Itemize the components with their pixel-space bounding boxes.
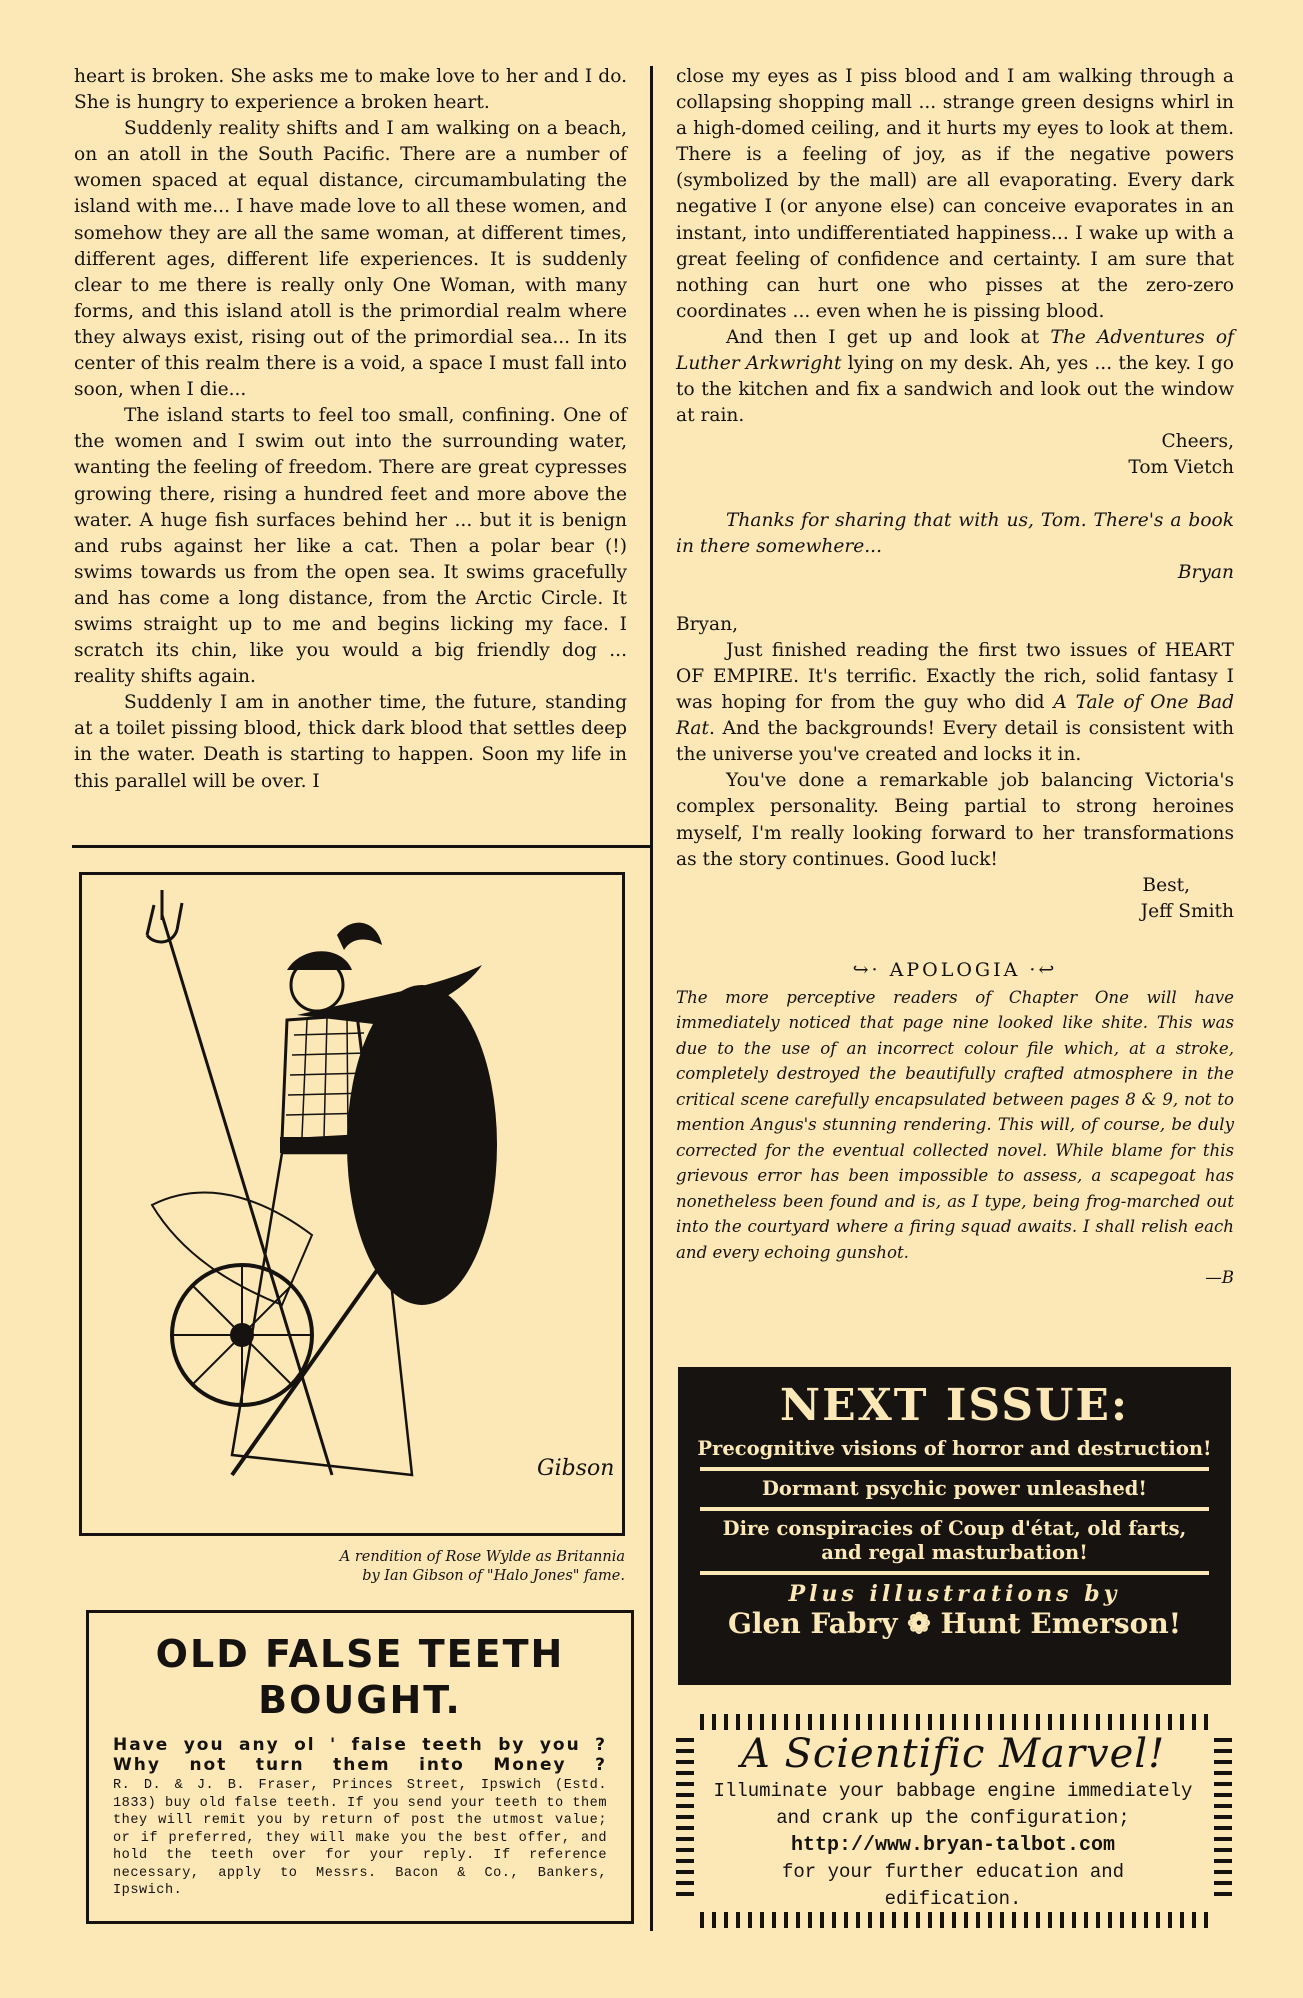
letter-salutation: Bryan, [676, 613, 739, 635]
text-run: Just finished reading the first two issues of HEART OF EMPIRE. It's terrific. Exactly the rich, solid fantasy I was hoping for from the guy who did [676, 639, 1234, 714]
advert-title-line: BOUGHT. [258, 1678, 462, 1722]
advert-title [113, 1631, 607, 1723]
next-issue-line: and regal masturbation! [821, 1541, 1088, 1564]
britannia-drawing [82, 875, 622, 1533]
text-run: And then I get up and look at [726, 326, 1051, 348]
next-issue-line: Dormant psychic power unleashed! [762, 1477, 1147, 1500]
caption-line: by Ian Gibson of "Halo Jones" fame. [362, 1568, 625, 1584]
apologia-heading [676, 959, 1234, 981]
next-issue-line: Dire conspiracies of Coup d'état, old farts, [722, 1517, 1187, 1540]
advert-body: R. D. & J. B. Fraser, Princes Street, Ipswich (Estd. 1833) buy old false teeth. If you send your teeth to them they will remit you by return of post the utmost value; or if preferred, they will make you the best offer, and hold the teeth over for your reply. If reference necessary, apply to Messrs. Bacon & Co., Bankers, Ipswich. [113, 1778, 607, 1898]
letter-paragraph: Suddenly I am in another time, the future, standing at a toilet pissing blood, thick dark blood that settles deep in the water. Death is starting to happen. Soon my life in this parallel will be over. I [74, 692, 627, 792]
advert-question: Why not turn them into Money ? [113, 1755, 607, 1775]
marvel-line: Illuminate your babbage engine immediately [713, 1780, 1193, 1802]
next-issue-rule [700, 1507, 1209, 1511]
helmet [287, 951, 352, 970]
section-divider [72, 845, 652, 848]
letter-signature: Jeff Smith [1140, 900, 1234, 922]
wheel-spokes [172, 1265, 312, 1405]
trident-head [147, 890, 182, 942]
editor-signature: Bryan [1177, 561, 1234, 583]
letter-closing: Cheers, [1161, 431, 1234, 453]
next-issue-title: NEXT ISSUE: [779, 1380, 1130, 1431]
advert-question: Have you any ol ' false teeth by you ? [113, 1735, 607, 1755]
apologia-body: The more perceptive readers of Chapter One will have immediately noticed that page nine looked like shite. This was due to the use of an incorrect colour file which, at a stroke, completely destroyed the beautifully crafted atmosphere in the critical scene carefully encapsulated between pages 8 & 9, not to mention Angus's stunning rendering. This will, of course, be duly corrected for the eventual collected novel. While blame for this grievous error has been impossible to assess, a scapegoat has nonetheless been found and is, as I type, being frog-marched out into the courtyard where a firing squad awaits. I shall relish each and every echoing gunshot. [676, 987, 1234, 1262]
editor-reply: Thanks for sharing that with us, Tom. There's a book in there somewhere... [676, 509, 1234, 557]
flourish-right-icon: ·↩ [1029, 958, 1058, 981]
letter-paragraph [676, 325, 1234, 429]
britannia-illustration [79, 872, 625, 1536]
ampersand-knot-icon: ❁ [907, 1607, 931, 1640]
text-run: . And the backgrounds! Every detail is consistent with the universe you've created and locks it in. [676, 718, 1234, 766]
letter-left-column [74, 64, 627, 795]
artist-name: Hunt Emerson! [940, 1607, 1181, 1640]
next-issue-rule [700, 1571, 1209, 1575]
letter-paragraph: The island starts to feel too small, confining. One of the women and I swim out into the surrounding water, wanting the feeling of freedom. There are great cypresses growing there, rising a hundred feet and more above the water. A huge fish surfaces behind her ... but it is benign and rubs against her like a cat. Then a polar bear (!) swims towards us from the open sea. It swims gracefully and has come a long distance, from the Arctic Circle. It swims straight up to me and begins licking my face. I scratch its chin, like you would a big friendly dog ... reality shifts again. [74, 405, 627, 688]
letter-paragraph: close my eyes as I piss blood and I am walking through a collapsing shopping mall ... strange green designs whirl in a high-domed ceiling, and it hurts my eyes to look at them. There is a feeling of joy, as if the negative powers (symbolized by the mall) are all evaporating. Every dark negative I (or anyone else) can conceive evaporates in an instant, into undifferentiated happiness... I wake up with a great feeling of confidence and certainty. I am sure that nothing can hurt one who pisses at the zero-zero coordinates ... even when he is pissing blood. [676, 66, 1234, 322]
trident-shaft [162, 915, 332, 1475]
letter-paragraph: Suddenly reality shifts and I am walking on a beach, on an atoll in the South Pacific. There are a number of women spaced at equal distance, circumambulating the island with me... I have made love to all these women, and somehow they are all the same woman, at different times, different ages, different life experiences. It is suddenly clear to me there is really only One Woman, with many forms, and this island atoll is the primordial realm where they always exist, rising out of the primordial sea... In its center of this realm there is a void, a space I must fall into soon, when I die... [74, 118, 627, 401]
marvel-line: and crank up the configuration; [776, 1807, 1130, 1829]
artist-signature: Gibson [537, 1456, 615, 1481]
caption-line: A rendition of Rose Wylde as Britannia [339, 1549, 625, 1565]
next-issue-line: Precognitive visions of horror and destruction! [697, 1437, 1212, 1460]
book-title: The Adventures of Luther Arkwright [676, 326, 1234, 375]
artist-name: Glen Fabry [727, 1607, 898, 1640]
next-issue-box [678, 1367, 1231, 1685]
sword [232, 1235, 402, 1475]
marvel-line: for your further education and edification. [781, 1861, 1125, 1910]
website-link[interactable]: http://www.bryan-talbot.com [790, 1834, 1116, 1857]
illustration-caption [240, 1548, 625, 1586]
belt [280, 1137, 375, 1153]
flourish-left-icon: ↪· [852, 958, 881, 981]
apologia-signature: —B [1205, 1268, 1234, 1288]
scientific-marvel-advert [672, 1710, 1236, 1932]
letter-paragraph: heart is broken. She asks me to make love to her and I do. She is hungry to experience a broken heart. [74, 66, 627, 114]
apologia-title: APOLOGIA [889, 958, 1021, 981]
next-issue-artists [678, 1607, 1231, 1641]
helmet-crest [337, 923, 382, 950]
book-title: A Tale of One Bad Rat [676, 692, 1235, 740]
false-teeth-advert [86, 1610, 634, 1924]
letter-paragraph [676, 638, 1234, 768]
letter-paragraph: You've done a remarkable job balancing Victoria's complex personality. Being partial to strong heroines myself, I'm really looking forward to her transformations as the story continues. Good luck! [676, 770, 1234, 870]
letters-right-column [676, 64, 1234, 1291]
next-issue-plus: Plus illustrations by [788, 1581, 1121, 1607]
text-run: lying on my desk. Ah, yes ... the key. I go to the kitchen and fix a sandwich and look out the window at rain. [676, 353, 1234, 427]
letter-signature: Tom Vietch [1128, 457, 1234, 479]
next-issue-rule [700, 1467, 1209, 1471]
advert-title-line: OLD FALSE TEETH [155, 1632, 565, 1676]
column-divider [650, 66, 653, 1931]
letter-closing: Best, [1142, 874, 1190, 896]
marvel-text [708, 1730, 1198, 1913]
marvel-title: A Scientific Marvel! [740, 1731, 1166, 1777]
